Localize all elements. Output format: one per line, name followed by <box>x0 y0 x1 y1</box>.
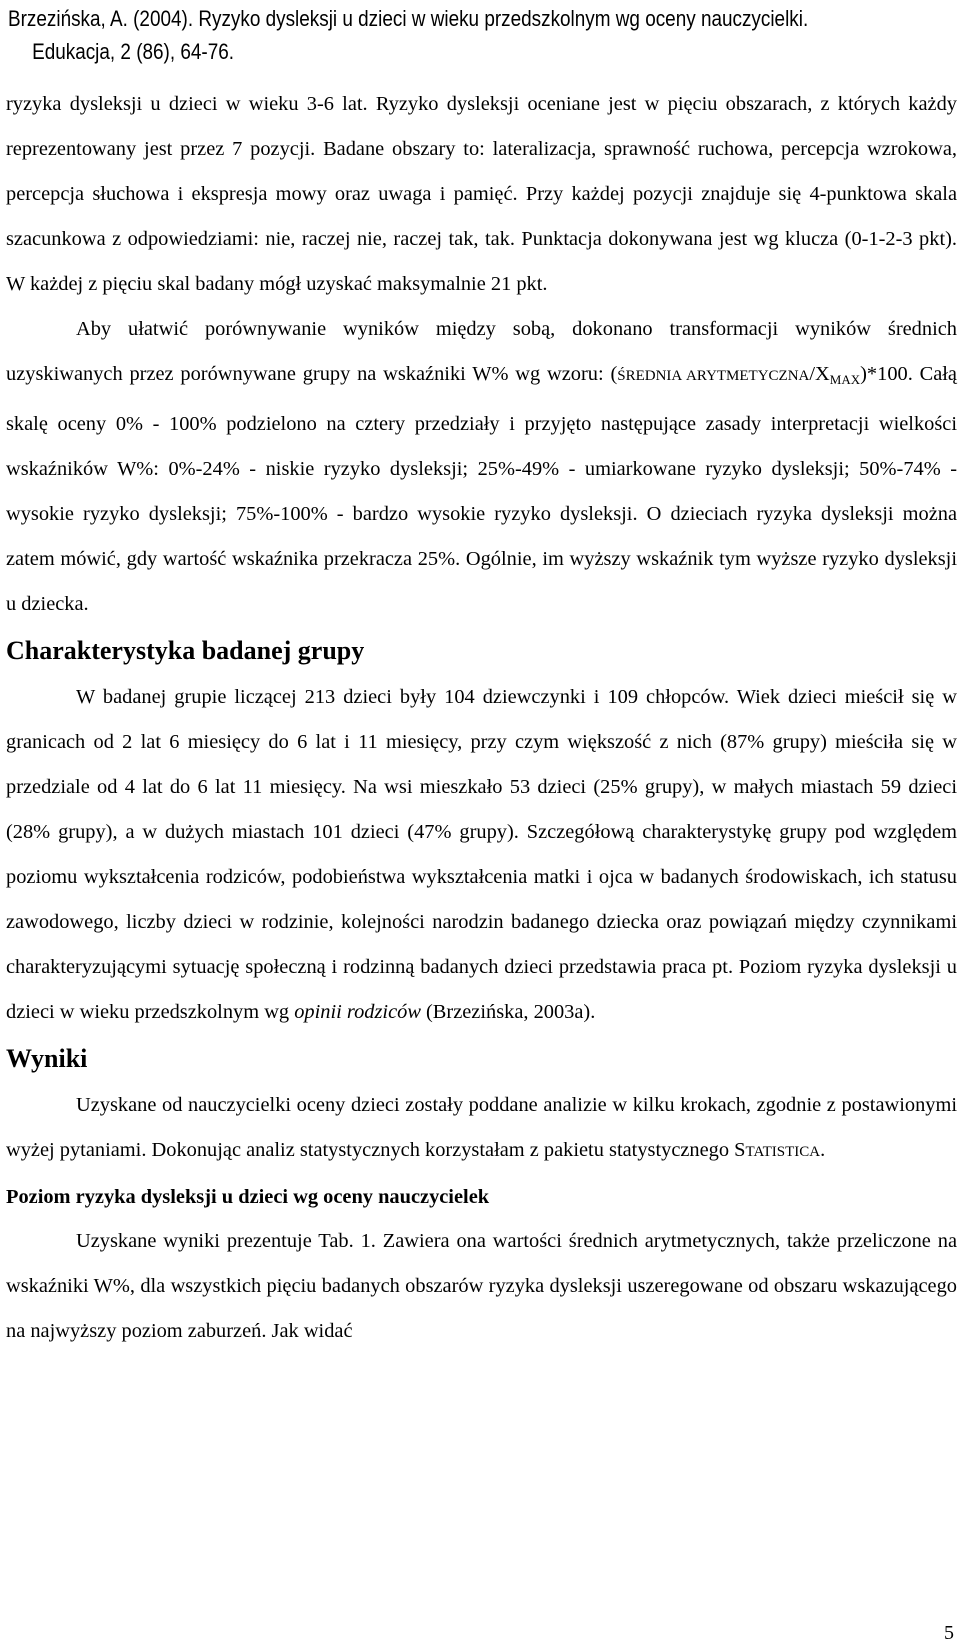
paragraph-text: Uzyskane wyniki prezentuje Tab. 1. Zawiera ona wartości średnich arytmetycznych, także przeliczone na wskaźniki W%, dla wszystkich pięciu badanych obszarów ryzyka dysleksji uszeregowane od obszaru wskazującego na najwyższy poziom zaburzeń. Jak widać <box>6 1230 957 1342</box>
paragraph-method-description <box>6 82 957 307</box>
page-number: 5 <box>944 1622 954 1644</box>
subsection-heading: Poziom ryzyka dysleksji u dzieci wg oceny nauczycielek <box>6 1186 490 1208</box>
citation-line-1: Brzezińska, A. (2004). Ryzyko dysleksji u dzieci w wieku przedszkolnym wg oceny nauczycielki. <box>8 6 809 31</box>
document-body <box>6 82 957 1354</box>
formula-subscript: MAX <box>829 372 861 387</box>
paragraph-text: . <box>820 1139 826 1161</box>
paragraph-text: ryzyka dysleksji u dzieci w wieku 3-6 lat. Ryzyko dysleksji oceniane jest w pięciu obszarach, z których każdy reprezentowany jest przez 7 pozycji. Badane obszary to: lateralizacja, sprawność ruchowa, percepcja wzrokowa, percepcja słuchowa i ekspresja mowy oraz uwaga i pamięć. Przy każdej pozycji znajduje się 4-punktowa skala szacunkowa z odpowiedziami: nie, raczej nie, raczej tak, tak. Punktacja dokonywana jest wg klucza (0-1-2-3 pkt). W każdej z pięciu skal badany mógł uzyskać maksymalnie 21 pkt. <box>6 93 957 295</box>
formula-slash-x: /X <box>809 363 830 385</box>
paragraph-text: (Brzezińska, 2003a). <box>420 1001 596 1023</box>
formula-smallcaps: ŚREDNIA ARYTMETYCZNA <box>617 368 810 384</box>
citation-line-2: Edukacja, 2 (86), 64-76. <box>32 39 235 64</box>
paragraph-results <box>6 1083 957 1175</box>
paragraph-text: Aby ułatwić porównywanie wyników między sobą, dokonano transformacji wyników średnich uzyskiwanych przez porównywane grupy na wskaźniki W% wg wzoru: ( <box>6 318 957 385</box>
section-heading: Wyniki <box>6 1044 88 1073</box>
italic-text: opinii rodziców <box>294 1001 421 1023</box>
paragraph-transformation <box>6 307 957 627</box>
paragraph-text: Uzyskane od nauczycielki oceny dzieci zostały poddane analizie w kilku krokach, zgodnie z postawionymi wyżej pytaniami. Dokonując analiz statystycznych korzystałam z pakietu statystycznego S <box>6 1094 957 1161</box>
paragraph-text: )*100. Całą skalę oceny 0% - 100% podzielono na cztery przedziały i przyjęto następujące zasady interpretacji wielkości wskaźników W%: 0%-24% - niskie ryzyko dysleksji; 25%-49% - umiarkowane ryzyko dysleksji; 50%-74% - wysokie ryzyko dysleksji; 75%-100% - bardzo wysokie ryzyko dysleksji. O dzieciach ryzyka dysleksji można zatem mówić, gdy wartość wskaźnika przekracza 25%. Ogólnie, im wyższy wskaźnik tym wyższe ryzyko dysleksji u dziecka. <box>6 363 957 615</box>
citation-header <box>8 2 821 68</box>
section-heading: Charakterystyka badanej grupy <box>6 636 365 665</box>
paragraph-table-intro <box>6 1219 957 1354</box>
software-name-smallcaps: TATISTICA <box>745 1144 821 1160</box>
paragraph-text: W badanej grupie liczącej 213 dzieci były 104 dziewczynki i 109 chłopców. Wiek dzieci mieścił się w granicach od 2 lat 6 miesięcy do 6 lat i 11 miesięcy, przy czym większość z nich (87% grupy) mieściła się w przedziale od 4 lat do 6 lat 11 miesięcy. Na wsi mieszkało 53 dzieci (25% grupy), w małych miastach 59 dzieci (28% grupy), a w dużych miastach 101 dzieci (47% grupy). Szczegółową charakterystykę grupy pod względem poziomu wykształcenia rodziców, podobieństwa wykształcenia matki i ojca w badanych środowiskach, ich statusu zawodowego, liczby dzieci w rodzinie, kolejności narodzin badanego dziecka oraz powiązań między czynnikami charakteryzującymi sytuację społeczną i rodzinną badanych dzieci przedstawia praca pt. Poziom ryzyka dysleksji u dzieci w wieku przedszkolnym wg <box>6 686 957 1023</box>
paragraph-group-characteristics <box>6 675 957 1035</box>
